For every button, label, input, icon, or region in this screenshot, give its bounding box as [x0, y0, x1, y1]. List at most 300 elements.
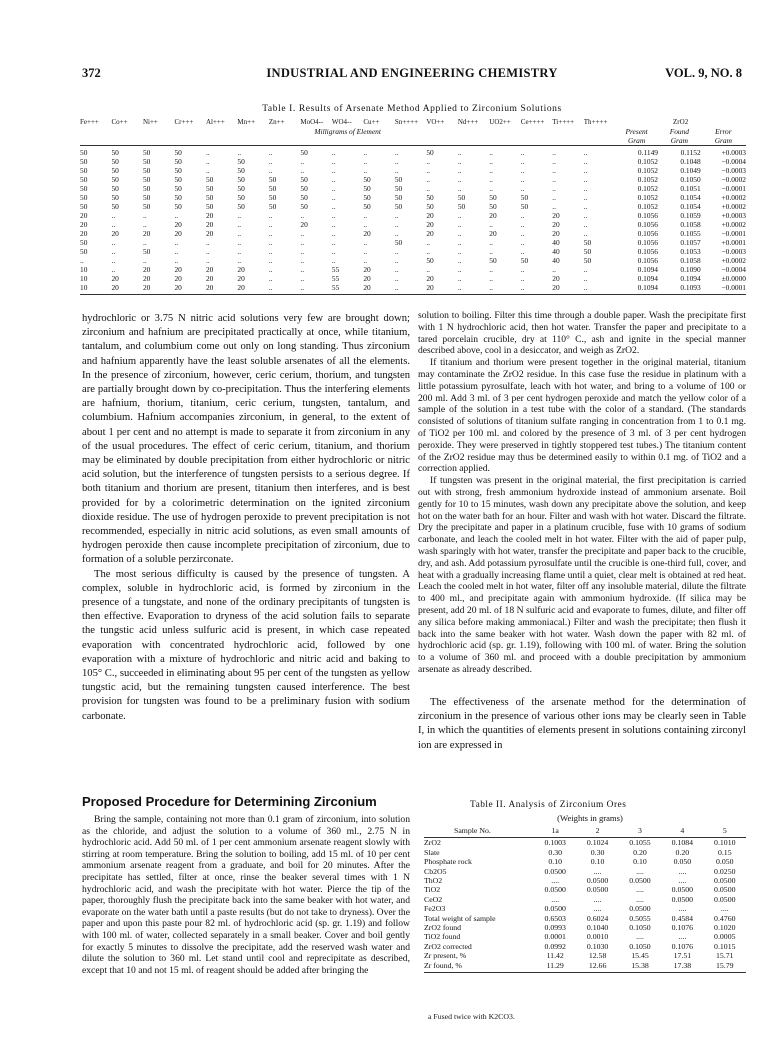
table-row — [80, 274, 746, 283]
table-cell: 50 — [363, 202, 371, 211]
table-cell: .. — [300, 265, 305, 274]
table-cell: 15.71 — [716, 951, 734, 961]
table-cell: .. — [457, 157, 462, 166]
table-cell: .. — [111, 211, 116, 220]
table-cell: 20 — [80, 220, 88, 229]
table-cell: .. — [174, 211, 179, 220]
table-cell: .. — [521, 283, 552, 295]
gram-header: Gram — [670, 136, 688, 145]
table-cell: .. — [520, 229, 525, 238]
table-cell: 0.30 — [590, 847, 605, 857]
table-cell: 20 — [426, 283, 457, 295]
ion-header: Ce++++ — [520, 118, 545, 126]
table-cell: 0.0250 — [714, 866, 736, 876]
paragraph: The most serious difficulty is caused by the presence of tungsten. A complex, soluble in hydrochloric acid, is formed by zirconium in the presence of a tungstate, and none of the ordinary precipitants of tungsten is then effective. Evaporation to dryness of the acid solution fails to separate the tungstic acid unless sulfuric acid is present, in which case repeated evaporation with concentrated hydrochloric acid, followed by one evaporation with a mixture of hydrochloric and nitric acid and baking to 105° C., succeeded in eliminating about 95 per cent of the tungsten as yellow tungstic acid, but the remaining tungsten caused interference. The best provision for tungsten was found to be a preliminary fusion with sodium carbonate. — [82, 568, 410, 722]
table-cell: 0.1020 — [714, 923, 736, 933]
table-cell: 50 — [237, 202, 245, 211]
table-cell: 50 — [426, 193, 434, 202]
table-cell: .. — [300, 229, 305, 238]
ion-header: Mn++ — [237, 118, 256, 126]
table-cell: 50 — [111, 146, 142, 158]
table-row — [424, 885, 746, 894]
ion-header: Ti++++ — [552, 118, 575, 126]
table-cell: .. — [394, 265, 399, 274]
table-cell: .. — [458, 283, 489, 295]
paragraph: Bring the sample, containing not more than 0.1 gram of zirconium, into solution as the chloride, and adjust the solution to a volume of 360 ml., 2.75 N in hydrochloric acid. Add 50 ml. of 1 per cent ammonium arsenate reagent slowly with stirring at room temperature. Bring the solution to boiling, add 15 ml. of 10 per cent ammonium arsenate reagent from a graduate, and boil for 20 minutes. After the precipitate has settled, filter at once, rinse the beaker several times with 1 N hydrochloric acid, and wash the precipitate with hot water. Pierce the tip of the paper, thoroughly flush the precipitate back into the same beaker with hot water, and evaporate on the water bath until a paste results (but do not take to dryness). Over the paper and upon this paste pour 82 ml. of hydrochloric acid (sp. gr. 1.19) and follow with 100 ml. of water, collected separately in a small beaker. Cover and boil gently for exactly 5 minutes to dissolve the precipitate, add the reserved wash water and dilute the solution to 360 ml. Let stand until cool and reprecipitate as described, except that 10 and not 15 ml. of reagent should be added after bringing the — [82, 814, 410, 976]
table-cell: .. — [583, 211, 588, 220]
table-cell: −0.0001 — [701, 283, 746, 295]
table-cell: 0.30 — [548, 847, 563, 857]
table-row — [80, 247, 746, 256]
table-cell: −0.0004 — [721, 157, 746, 166]
table-cell: −0.0003 — [721, 166, 746, 175]
table-cell: .. — [520, 166, 525, 175]
procedure-text — [82, 814, 410, 976]
table-cell: 0.1056 — [637, 247, 658, 256]
table-cell: 50 — [111, 157, 119, 166]
paragraph: If titanium and thorium were present together in the original material, titanium may contaminate the ZrO2 residue. In this case fuse the residue in platinum with a little potassium pyrosulfate, leach with hot water, and bring to a volume of 100 or 200 ml. Add 3 ml. of 3 per cent hydrogen peroxide and match the yellow color of a sample of the solution in a test tube with the color of a standard. (The standards consisted of solutions of titanium sulfate ranging in concentration from 1 to 0.1 mg. of TiO2 per 100 ml. and colored by the presence of 3 ml. of 3 per cent hydrogen peroxide. They were preserved in tightly stoppered test tubes.) The titanium content of the ZrO2 residue may thus be determined easily to within 0.1 mg. of TiO2 and a correction applied. — [418, 357, 746, 475]
table-cell: .. — [457, 256, 462, 265]
ion-header: Nd+++ — [457, 118, 479, 126]
table-cell: +0.0002 — [721, 202, 746, 211]
table-cell: .... — [551, 876, 560, 886]
table-cell: 20 — [237, 283, 268, 295]
table-cell: TiO2 found — [424, 932, 461, 942]
table-cell: .. — [489, 166, 493, 175]
table-cell: Phosphate rock — [424, 857, 472, 867]
table-cell: .. — [520, 184, 525, 193]
present-header: Present — [625, 127, 648, 136]
table-row — [80, 202, 746, 211]
table-cell: 50 — [237, 193, 245, 202]
table-cell: .. — [205, 247, 210, 256]
table-cell: 50 — [80, 175, 88, 184]
table-cell: .. — [268, 229, 273, 238]
table-cell: .. — [174, 238, 179, 247]
table-cell: .. — [331, 166, 336, 175]
table-cell: .. — [489, 247, 493, 256]
table-cell: 50 — [80, 238, 88, 247]
table-cell: 0.1056 — [637, 220, 658, 229]
table-row — [80, 193, 746, 202]
table-cell: 0.0500 — [544, 885, 566, 895]
table-cell: .. — [458, 146, 489, 158]
table-row — [424, 942, 746, 951]
table-cell: 0.0500 — [544, 904, 566, 914]
table-cell: .. — [331, 175, 336, 184]
table-cell: ±0.0000 — [721, 274, 746, 283]
table-row — [80, 220, 746, 229]
table-cell: .. — [489, 157, 493, 166]
table2-header-row — [424, 826, 746, 838]
table-cell: .. — [520, 238, 525, 247]
table-cell: 50 — [237, 166, 245, 175]
table-cell: .. — [300, 283, 331, 295]
table-cell: 50 — [268, 202, 277, 211]
table-row — [424, 923, 746, 932]
table-cell: 0.1053 — [680, 247, 701, 256]
table-row — [80, 256, 746, 265]
table-cell: 0.0001 — [544, 932, 566, 942]
table-cell: .. — [520, 247, 525, 256]
table-cell: 0.1058 — [680, 220, 701, 229]
table-cell: .. — [269, 146, 300, 158]
table-cell: 20 — [237, 265, 245, 274]
table-cell: 0.1094 — [637, 265, 658, 274]
table-cell: 11.29 — [534, 961, 576, 973]
table-row — [424, 876, 746, 885]
table-cell: 0.1052 — [637, 193, 658, 202]
table-cell: 50 — [205, 184, 214, 193]
table-cell: 50 — [111, 175, 119, 184]
table-cell: 11.42 — [546, 951, 564, 961]
table-cell: 20 — [143, 283, 174, 295]
table-cell: 15.45 — [631, 951, 649, 961]
ion-header: VO++ — [426, 118, 445, 126]
table-cell: 50 — [80, 146, 111, 158]
table-cell: −0.0001 — [721, 184, 746, 193]
table-cell: .. — [268, 265, 273, 274]
table-cell: 20 — [205, 229, 214, 238]
table-cell: 20 — [552, 283, 583, 295]
table-cell: +0.0003 — [721, 211, 746, 220]
table-cell: 50 — [300, 193, 308, 202]
ion-header: Cr+++ — [174, 118, 194, 126]
table-cell: 0.0500 — [586, 885, 609, 895]
journal-title: INDUSTRIAL AND ENGINEERING CHEMISTRY — [266, 66, 558, 80]
table-cell: .. — [331, 202, 336, 211]
table-cell: 50 — [268, 184, 277, 193]
table-cell: .. — [268, 274, 273, 283]
table-cell: 50 — [489, 193, 497, 202]
table-cell: 50 — [583, 247, 592, 256]
table-cell: 50 — [300, 175, 308, 184]
table-row — [424, 914, 746, 923]
table-cell: 20 — [237, 274, 245, 283]
table-cell: .. — [142, 220, 147, 229]
table-cell: 20 — [174, 265, 182, 274]
table-cell: .... — [593, 904, 602, 914]
column-header: 1a — [534, 826, 576, 838]
table-cell: .. — [426, 184, 431, 193]
paragraph: The effectiveness of the arsenate method for the determination of zirconium in the presence of various other ions may be clearly seen in Table I, in which the quantities of elements present in solutions containing zirconyl ion are expressed in — [418, 697, 746, 751]
table-cell: 0.4760 — [714, 913, 736, 923]
table-cell: 20 — [142, 265, 151, 274]
table-cell: .. — [205, 238, 210, 247]
table-cell: .... — [720, 904, 729, 914]
table-cell: .... — [678, 866, 687, 876]
table-cell: .. — [520, 175, 525, 184]
table-cell: .. — [426, 265, 431, 274]
table-cell: 50 — [174, 166, 182, 175]
table-cell: 15.79 — [704, 961, 746, 973]
table-cell: 0.1052 — [637, 157, 658, 166]
table2-caption: Table II. Analysis of Zirconium Ores — [470, 800, 627, 810]
table-cell: 20 — [426, 211, 434, 220]
table-cell: 20 — [489, 211, 497, 220]
table-cell: .. — [426, 157, 431, 166]
table-cell: .. — [489, 184, 493, 193]
table-cell: 50 — [300, 184, 308, 193]
table-cell: −0.0004 — [721, 265, 746, 274]
table-cell: 50 — [394, 193, 403, 202]
table-cell: .... — [593, 894, 602, 904]
table1-subheader-row — [80, 127, 746, 136]
table-cell: 50 — [489, 202, 497, 211]
table-cell: 0.0500 — [544, 866, 566, 876]
table-cell: +0.0002 — [721, 220, 746, 229]
table-cell: 20 — [300, 220, 308, 229]
table-cell: 0.1030 — [586, 941, 609, 951]
table-cell: 50 — [111, 202, 119, 211]
table-cell: .. — [552, 157, 556, 166]
table-cell: 50 — [142, 247, 151, 256]
table-cell: 0.1052 — [637, 184, 658, 193]
table-cell: 0.20 — [675, 847, 690, 857]
table-cell: .. — [111, 265, 116, 274]
right-column-paragraph — [418, 696, 746, 753]
table-cell: 20 — [552, 274, 560, 283]
table-cell: .. — [520, 220, 525, 229]
table-cell: 50 — [237, 184, 245, 193]
ion-header: MoO4-- — [300, 118, 324, 126]
table-cell: 50 — [174, 193, 182, 202]
table-cell: 12.58 — [588, 951, 607, 961]
table-cell: .. — [426, 166, 431, 175]
table-cell: 0.1050 — [680, 175, 701, 184]
ion-header: Al+++ — [205, 118, 225, 126]
table-cell: .. — [331, 238, 336, 247]
table-cell: .. — [268, 211, 273, 220]
table-cell: 20 — [489, 229, 497, 238]
table-cell: 20 — [552, 211, 560, 220]
table-row — [80, 184, 746, 193]
table-cell: 0.1084 — [671, 838, 694, 848]
error-header: Error — [715, 127, 732, 136]
table-cell: .. — [363, 166, 368, 175]
table-cell: 50 — [268, 193, 277, 202]
table-cell: .. — [174, 247, 179, 256]
table-cell: .. — [426, 238, 431, 247]
table-cell: 0.10 — [548, 857, 563, 867]
table-row — [424, 932, 746, 941]
table-cell: .. — [489, 175, 493, 184]
table-cell: 15.38 — [619, 961, 661, 973]
table-cell: .. — [363, 146, 394, 158]
table-cell: .. — [520, 157, 525, 166]
table-cell: 50 — [111, 193, 119, 202]
table-cell: .... — [678, 876, 687, 886]
table-cell: +0.0002 — [721, 256, 746, 265]
table-cell: ZrO2 — [424, 838, 441, 848]
table-cell: 50 — [489, 256, 497, 265]
table-cell: 0.1059 — [680, 211, 701, 220]
table-cell: 20 — [206, 283, 237, 295]
table-cell: 0.1050 — [629, 923, 651, 933]
table-cell: 0.0010 — [586, 932, 609, 942]
table-cell: 50 — [363, 193, 371, 202]
table-row — [80, 175, 746, 184]
table-cell: 50 — [142, 184, 151, 193]
table-cell: .. — [457, 220, 462, 229]
table-cell: 50 — [142, 193, 151, 202]
table-cell: .. — [331, 184, 336, 193]
table-cell: 55 — [331, 265, 340, 274]
table-cell: 0.0500 — [714, 876, 736, 886]
table-cell: .. — [584, 283, 615, 295]
table-cell: 0.1058 — [680, 256, 701, 265]
table-cell: 10 — [80, 265, 88, 274]
table-cell: .. — [583, 202, 588, 211]
table-cell: 0.1055 — [680, 229, 701, 238]
table-cell: 50 — [80, 166, 88, 175]
table-cell: 0.1015 — [714, 941, 736, 951]
table-cell: 50 — [237, 175, 245, 184]
table-cell: 50 — [80, 247, 88, 256]
table-cell: .. — [394, 256, 399, 265]
table-cell: 20 — [363, 274, 371, 283]
table-cell: 50 — [80, 202, 88, 211]
table-row — [424, 895, 746, 904]
table-cell: 50 — [268, 175, 277, 184]
table-cell: 10 — [80, 283, 111, 295]
table-cell: .. — [457, 265, 462, 274]
table-cell: Fe2O3 — [424, 904, 446, 914]
table-cell: 20 — [174, 283, 205, 295]
right-column-text — [418, 310, 746, 676]
table-cell: 40 — [552, 256, 560, 265]
table-cell: 0.4584 — [671, 913, 694, 923]
table-cell: .. — [394, 220, 399, 229]
table-cell: 50 — [174, 184, 182, 193]
table-cell: 20 — [363, 229, 371, 238]
table-cell: Cb2O5 — [424, 866, 447, 876]
table-cell: 0.0005 — [714, 932, 736, 942]
table-cell: 20 — [205, 220, 214, 229]
table-cell: 0.0993 — [544, 923, 566, 933]
table-cell: .. — [583, 175, 588, 184]
table-cell: 0.6024 — [586, 913, 609, 923]
table-cell: 20 — [174, 274, 182, 283]
table-cell: 50 — [174, 157, 182, 166]
table-cell: 0.0992 — [544, 941, 566, 951]
table-cell: 50 — [174, 202, 182, 211]
table-cell: 50 — [426, 146, 457, 158]
table-cell: 12.66 — [576, 961, 618, 973]
table-cell: 0.1094 — [637, 274, 658, 283]
table-cell: 0.10 — [590, 857, 605, 867]
table-cell: 20 — [205, 211, 214, 220]
table-cell: 50 — [205, 202, 214, 211]
table-cell: .... — [636, 932, 644, 942]
table-cell: 50 — [583, 256, 592, 265]
table-cell: 50 — [520, 202, 529, 211]
table-cell: .. — [583, 229, 588, 238]
paragraph: solution to boiling. Filter this time through a double paper. Wash the precipitate first with 1 N hydrochloric acid, then hot water. Transfer the paper and precipitate to a tared porcelain crucible, dry at 110° C., ash and ignite in the special manner described above, cool in a desiccator, and weigh as ZrO2. — [418, 310, 746, 357]
table-cell: 20 — [552, 220, 560, 229]
table-cell: 20 — [426, 220, 434, 229]
table-cell: 50 — [363, 175, 371, 184]
table-cell: 50 — [174, 146, 205, 158]
table-cell: .. — [331, 220, 336, 229]
table-cell: 50 — [205, 193, 214, 202]
table-cell: 0.0500 — [714, 894, 736, 904]
table1 — [80, 118, 746, 295]
table-cell: .. — [584, 146, 615, 158]
table-cell: 17.38 — [661, 961, 703, 973]
table-cell: .. — [426, 247, 431, 256]
table-cell: .. — [300, 211, 305, 220]
table-cell: 50 — [80, 184, 88, 193]
table-cell: 0.1094 — [680, 274, 701, 283]
table-cell: .. — [300, 157, 305, 166]
table-row — [80, 238, 746, 247]
table-cell: 0.1152 — [658, 146, 701, 158]
table-cell: .. — [111, 247, 116, 256]
table-cell: 0.1057 — [680, 238, 701, 247]
ion-header: UO2++ — [489, 118, 511, 126]
table-cell: .. — [395, 283, 426, 295]
table-cell: 20 — [111, 283, 142, 295]
table-cell: 0.1010 — [714, 838, 736, 848]
table-cell: 20 — [80, 229, 88, 238]
table-cell: 50 — [143, 146, 174, 158]
table-cell: .. — [237, 256, 242, 265]
zro2-header: ZrO2 — [673, 118, 689, 126]
table-row — [80, 265, 746, 274]
table-cell: .. — [237, 220, 242, 229]
table-cell: .. — [395, 146, 426, 158]
table-cell: .. — [237, 238, 242, 247]
table-cell: .... — [636, 885, 644, 895]
table-cell: .. — [268, 238, 273, 247]
table-cell: .. — [457, 175, 462, 184]
table-cell: TiO2 — [424, 885, 441, 895]
paragraph: If tungsten was present in the original material, the first precipitation is carried out with strong, fresh ammonium hydroxide instead of ammonium arsenate. Boil gently for 10 to 15 minutes, wash down any precipitate above the solution, and keep hot on the water bath for an hour. Filter and wash with hot water. Discard the filtrate. Dry the precipitate and paper in a platinum crucible, fuse with 10 grams of sodium carbonate, and leach the cooled melt in hot water. Filter with the aid of paper pulp, wash sparingly with hot water, transfer the precipitate and paper back to the crucible, dry, and ash. Add potassium pyrosulfate until the crucible is one-third full, cover, and heat with a gradually increasing flame until a quiet, clear melt is obtained at red heat. Leach the cooled melt in hot water, filter off any insoluble material, dilute the filtrate to 400 ml., and precipitate again with ammonium hydroxide. (If silica may be present, add 20 ml. of 18 N sulfuric acid and evaporate to fumes, dilute, and filter off any silica before making ammoniacal.) Filter and wash the precipitate; then flush it back into the same beaker with hot water. Wash down the paper with 82 ml. of hydrochloric acid (sp. gr. 1.19), following with 100 ml. of water. Bring the solution to a volume of 360 ml. and proceed with a double precipitation by ammonium arsenate as already described. — [418, 475, 746, 675]
table-cell: .. — [489, 238, 493, 247]
table-cell: 50 — [300, 202, 308, 211]
table-cell: 0.0500 — [629, 876, 651, 886]
table-cell: 0.1052 — [637, 202, 658, 211]
table-cell: .. — [174, 256, 179, 265]
table-cell: ThO2 — [424, 876, 443, 886]
page-number: 372 — [82, 66, 101, 80]
table-cell: 40 — [552, 238, 560, 247]
table-cell: .. — [457, 247, 462, 256]
table-cell: 20 — [80, 211, 88, 220]
table-cell: .. — [394, 211, 399, 220]
table-cell: .. — [205, 256, 210, 265]
ion-header: Fe+++ — [80, 118, 99, 126]
table-cell: .... — [678, 932, 687, 942]
table-cell: 0.0500 — [586, 876, 609, 886]
table-cell: 0.5055 — [629, 913, 651, 923]
table-cell: .. — [300, 166, 305, 175]
table-cell: 0.1051 — [680, 184, 701, 193]
table-cell: +0.0003 — [701, 146, 746, 158]
table-cell: Slate — [424, 847, 440, 857]
left-column-text — [82, 312, 410, 724]
table-cell: 50 — [80, 157, 88, 166]
table-cell: 0.1003 — [544, 838, 566, 848]
table-cell: 0.050 — [716, 857, 734, 867]
table-cell: .. — [300, 274, 305, 283]
table-cell: 20 — [205, 265, 214, 274]
column-header: 4 — [661, 826, 703, 838]
table-cell: 55 — [331, 274, 340, 283]
table-cell: 20 — [174, 220, 182, 229]
table-cell: 20 — [142, 274, 151, 283]
